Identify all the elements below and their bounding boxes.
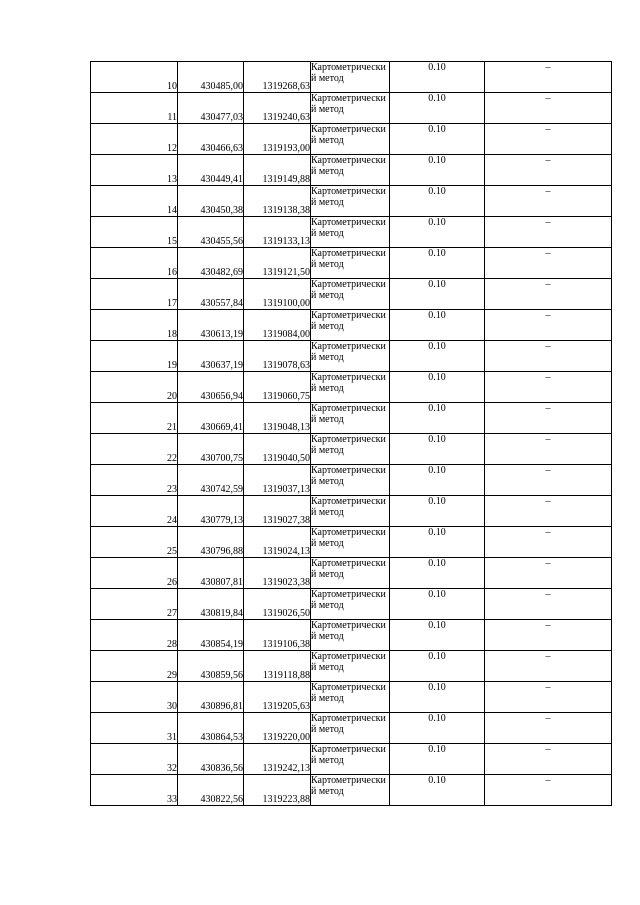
table-row <box>91 310 612 341</box>
x-coordinate-cell: 430613,19 <box>178 310 244 341</box>
y-coordinate-cell: 1319048,13 <box>244 403 311 434</box>
method-cell: Картометрический метод <box>311 620 390 651</box>
accuracy-cell: 0.10 <box>390 620 485 651</box>
y-coordinate-cell: 1319060,75 <box>244 372 311 403</box>
method-cell: Картометрический метод <box>311 341 390 372</box>
x-coordinate-cell: 430482,69 <box>178 248 244 279</box>
accuracy-cell: 0.10 <box>390 775 485 806</box>
description-cell: – <box>485 93 612 124</box>
description-cell: – <box>485 496 612 527</box>
table-row <box>91 465 612 496</box>
x-coordinate-cell: 430466,63 <box>178 124 244 155</box>
description-cell: – <box>485 713 612 744</box>
description-cell: – <box>485 155 612 186</box>
coordinates-table-body <box>91 62 612 806</box>
point-number-cell: 17 <box>91 279 178 310</box>
description-cell: – <box>485 744 612 775</box>
method-cell: Картометрический метод <box>311 403 390 434</box>
description-cell: – <box>485 62 612 93</box>
point-number-cell: 13 <box>91 155 178 186</box>
point-number-cell: 19 <box>91 341 178 372</box>
table-row <box>91 403 612 434</box>
point-number-cell: 33 <box>91 775 178 806</box>
y-coordinate-cell: 1319223,88 <box>244 775 311 806</box>
point-number-cell: 26 <box>91 558 178 589</box>
method-cell: Картометрический метод <box>311 589 390 620</box>
accuracy-cell: 0.10 <box>390 558 485 589</box>
description-cell: – <box>485 124 612 155</box>
description-cell: – <box>485 558 612 589</box>
x-coordinate-cell: 430656,94 <box>178 372 244 403</box>
x-coordinate-cell: 430455,56 <box>178 217 244 248</box>
table-row <box>91 279 612 310</box>
point-number-cell: 14 <box>91 186 178 217</box>
y-coordinate-cell: 1319220,00 <box>244 713 311 744</box>
x-coordinate-cell: 430896,81 <box>178 682 244 713</box>
y-coordinate-cell: 1319268,63 <box>244 62 311 93</box>
method-cell: Картометрический метод <box>311 775 390 806</box>
method-cell: Картометрический метод <box>311 124 390 155</box>
y-coordinate-cell: 1319027,38 <box>244 496 311 527</box>
x-coordinate-cell: 430864,53 <box>178 713 244 744</box>
accuracy-cell: 0.10 <box>390 62 485 93</box>
description-cell: – <box>485 620 612 651</box>
y-coordinate-cell: 1319133,13 <box>244 217 311 248</box>
point-number-cell: 12 <box>91 124 178 155</box>
y-coordinate-cell: 1319240,63 <box>244 93 311 124</box>
description-cell: – <box>485 434 612 465</box>
x-coordinate-cell: 430557,84 <box>178 279 244 310</box>
method-cell: Картометрический метод <box>311 496 390 527</box>
x-coordinate-cell: 430450,38 <box>178 186 244 217</box>
method-cell: Картометрический метод <box>311 279 390 310</box>
x-coordinate-cell: 430700,75 <box>178 434 244 465</box>
table-row <box>91 186 612 217</box>
point-number-cell: 16 <box>91 248 178 279</box>
table-row <box>91 527 612 558</box>
x-coordinate-cell: 430819,84 <box>178 589 244 620</box>
accuracy-cell: 0.10 <box>390 589 485 620</box>
point-number-cell: 21 <box>91 403 178 434</box>
accuracy-cell: 0.10 <box>390 124 485 155</box>
method-cell: Картометрический метод <box>311 217 390 248</box>
x-coordinate-cell: 430669,41 <box>178 403 244 434</box>
method-cell: Картометрический метод <box>311 372 390 403</box>
table-row <box>91 775 612 806</box>
accuracy-cell: 0.10 <box>390 465 485 496</box>
method-cell: Картометрический метод <box>311 465 390 496</box>
table-row <box>91 341 612 372</box>
method-cell: Картометрический метод <box>311 62 390 93</box>
method-cell: Картометрический метод <box>311 248 390 279</box>
accuracy-cell: 0.10 <box>390 527 485 558</box>
point-number-cell: 29 <box>91 651 178 682</box>
description-cell: – <box>485 310 612 341</box>
y-coordinate-cell: 1319193,00 <box>244 124 311 155</box>
description-cell: – <box>485 186 612 217</box>
point-number-cell: 24 <box>91 496 178 527</box>
description-cell: – <box>485 651 612 682</box>
y-coordinate-cell: 1319026,50 <box>244 589 311 620</box>
y-coordinate-cell: 1319106,38 <box>244 620 311 651</box>
point-number-cell: 28 <box>91 620 178 651</box>
table-row <box>91 217 612 248</box>
x-coordinate-cell: 430637,19 <box>178 341 244 372</box>
description-cell: – <box>485 279 612 310</box>
method-cell: Картометрический метод <box>311 558 390 589</box>
table-row <box>91 651 612 682</box>
table-row <box>91 682 612 713</box>
point-number-cell: 23 <box>91 465 178 496</box>
accuracy-cell: 0.10 <box>390 713 485 744</box>
method-cell: Картометрический метод <box>311 310 390 341</box>
x-coordinate-cell: 430742,59 <box>178 465 244 496</box>
y-coordinate-cell: 1319138,38 <box>244 186 311 217</box>
description-cell: – <box>485 589 612 620</box>
description-cell: – <box>485 217 612 248</box>
point-number-cell: 25 <box>91 527 178 558</box>
method-cell: Картометрический метод <box>311 527 390 558</box>
method-cell: Картометрический метод <box>311 434 390 465</box>
point-number-cell: 22 <box>91 434 178 465</box>
y-coordinate-cell: 1319037,13 <box>244 465 311 496</box>
y-coordinate-cell: 1319149,88 <box>244 155 311 186</box>
x-coordinate-cell: 430796,88 <box>178 527 244 558</box>
point-number-cell: 10 <box>91 62 178 93</box>
x-coordinate-cell: 430822,56 <box>178 775 244 806</box>
table-row <box>91 496 612 527</box>
point-number-cell: 27 <box>91 589 178 620</box>
y-coordinate-cell: 1319121,50 <box>244 248 311 279</box>
description-cell: – <box>485 775 612 806</box>
table-row <box>91 620 612 651</box>
table-row <box>91 558 612 589</box>
table-row <box>91 434 612 465</box>
table-row <box>91 372 612 403</box>
method-cell: Картометрический метод <box>311 155 390 186</box>
method-cell: Картометрический метод <box>311 713 390 744</box>
x-coordinate-cell: 430836,56 <box>178 744 244 775</box>
coordinates-table <box>90 61 612 806</box>
description-cell: – <box>485 527 612 558</box>
x-coordinate-cell: 430449,41 <box>178 155 244 186</box>
y-coordinate-cell: 1319205,63 <box>244 682 311 713</box>
accuracy-cell: 0.10 <box>390 155 485 186</box>
method-cell: Картометрический метод <box>311 744 390 775</box>
y-coordinate-cell: 1319024,13 <box>244 527 311 558</box>
x-coordinate-cell: 430477,03 <box>178 93 244 124</box>
accuracy-cell: 0.10 <box>390 744 485 775</box>
accuracy-cell: 0.10 <box>390 93 485 124</box>
method-cell: Картометрический метод <box>311 682 390 713</box>
point-number-cell: 20 <box>91 372 178 403</box>
description-cell: – <box>485 403 612 434</box>
description-cell: – <box>485 682 612 713</box>
x-coordinate-cell: 430779,13 <box>178 496 244 527</box>
accuracy-cell: 0.10 <box>390 217 485 248</box>
table-row <box>91 713 612 744</box>
description-cell: – <box>485 341 612 372</box>
accuracy-cell: 0.10 <box>390 434 485 465</box>
x-coordinate-cell: 430859,56 <box>178 651 244 682</box>
table-row <box>91 124 612 155</box>
y-coordinate-cell: 1319084,00 <box>244 310 311 341</box>
table-row <box>91 744 612 775</box>
accuracy-cell: 0.10 <box>390 496 485 527</box>
accuracy-cell: 0.10 <box>390 279 485 310</box>
method-cell: Картометрический метод <box>311 93 390 124</box>
y-coordinate-cell: 1319242,13 <box>244 744 311 775</box>
y-coordinate-cell: 1319040,50 <box>244 434 311 465</box>
table-row <box>91 93 612 124</box>
x-coordinate-cell: 430485,00 <box>178 62 244 93</box>
table-row <box>91 589 612 620</box>
point-number-cell: 31 <box>91 713 178 744</box>
table-row <box>91 155 612 186</box>
y-coordinate-cell: 1319100,00 <box>244 279 311 310</box>
accuracy-cell: 0.10 <box>390 248 485 279</box>
accuracy-cell: 0.10 <box>390 341 485 372</box>
accuracy-cell: 0.10 <box>390 186 485 217</box>
accuracy-cell: 0.10 <box>390 682 485 713</box>
point-number-cell: 18 <box>91 310 178 341</box>
point-number-cell: 32 <box>91 744 178 775</box>
description-cell: – <box>485 372 612 403</box>
accuracy-cell: 0.10 <box>390 310 485 341</box>
table-row <box>91 62 612 93</box>
accuracy-cell: 0.10 <box>390 372 485 403</box>
description-cell: – <box>485 248 612 279</box>
method-cell: Картометрический метод <box>311 186 390 217</box>
point-number-cell: 11 <box>91 93 178 124</box>
accuracy-cell: 0.10 <box>390 403 485 434</box>
y-coordinate-cell: 1319118,88 <box>244 651 311 682</box>
table-row <box>91 248 612 279</box>
y-coordinate-cell: 1319023,38 <box>244 558 311 589</box>
x-coordinate-cell: 430807,81 <box>178 558 244 589</box>
point-number-cell: 30 <box>91 682 178 713</box>
description-cell: – <box>485 465 612 496</box>
method-cell: Картометрический метод <box>311 651 390 682</box>
x-coordinate-cell: 430854,19 <box>178 620 244 651</box>
accuracy-cell: 0.10 <box>390 651 485 682</box>
point-number-cell: 15 <box>91 217 178 248</box>
y-coordinate-cell: 1319078,63 <box>244 341 311 372</box>
